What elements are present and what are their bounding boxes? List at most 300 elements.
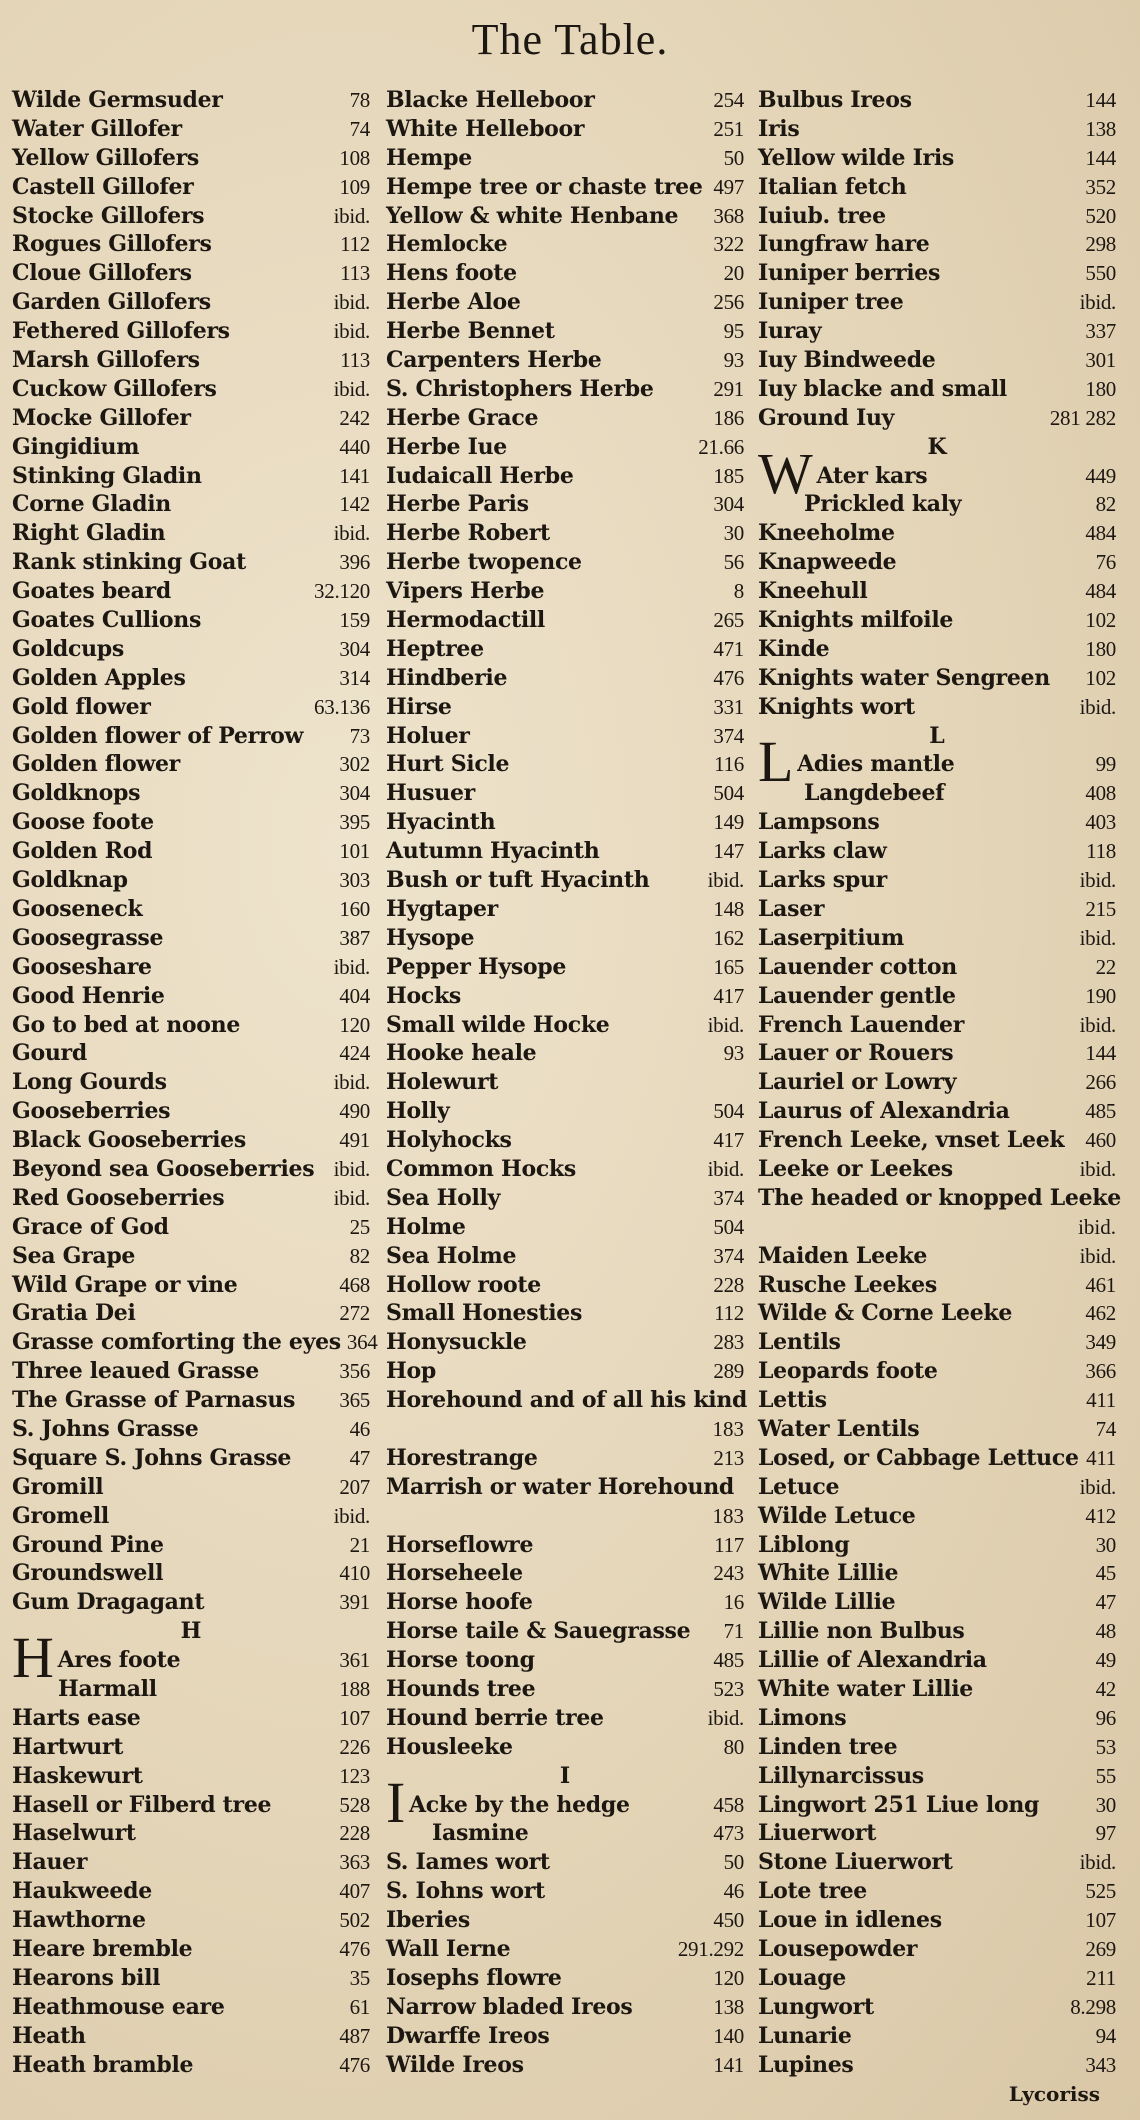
entry-page: 120 bbox=[713, 1965, 744, 1990]
entry-name: Lillie of Alexandria bbox=[758, 1647, 987, 1674]
entry-page: 476 bbox=[713, 665, 744, 690]
entry-page: 120 bbox=[339, 1012, 370, 1037]
index-column-3 bbox=[758, 86, 1121, 2079]
entry-page: 476 bbox=[339, 1937, 370, 1961]
index-entry bbox=[758, 1242, 1116, 1271]
entry-name: Haselwurt bbox=[12, 1820, 136, 1847]
entry-page: 322 bbox=[713, 232, 744, 257]
entry-page: 25 bbox=[349, 1214, 370, 1239]
entry-page: 148 bbox=[713, 896, 744, 921]
index-entry bbox=[386, 779, 744, 808]
entry-name: Three leaued Grasse bbox=[12, 1358, 259, 1385]
entry-name: Knights milfoile bbox=[758, 607, 954, 634]
index-entry bbox=[386, 1848, 744, 1877]
entry-name: Iudaicall Herbe bbox=[386, 462, 574, 489]
entry-name: Goldknap bbox=[12, 867, 128, 894]
entry-page: 211 bbox=[1086, 1965, 1116, 1990]
entry-page: 142 bbox=[339, 492, 370, 517]
entry-page: 525 bbox=[1085, 1879, 1116, 1904]
index-entry bbox=[386, 404, 744, 433]
entry-page: 304 bbox=[339, 781, 370, 806]
entry-name: Cloue Gillofers bbox=[12, 260, 192, 287]
entry-name: Golden flower of Perrow bbox=[12, 722, 304, 749]
entry-page: 45 bbox=[1095, 1561, 1116, 1586]
entry-name: White Lillie bbox=[758, 1560, 899, 1587]
entry-name: Hartwurt bbox=[12, 1733, 124, 1760]
entry-name: Square S. Johns Grasse bbox=[12, 1444, 292, 1471]
entry-page: 46 bbox=[349, 1416, 370, 1441]
section-letter: H bbox=[180, 1618, 202, 1645]
entry-page: 349 bbox=[1085, 1330, 1116, 1355]
entry-name: Goates Cullions bbox=[12, 607, 202, 634]
entry-name: Yellow wilde Iris bbox=[758, 144, 954, 171]
index-entry bbox=[386, 1213, 744, 1242]
entry-name: Hop bbox=[386, 1358, 436, 1385]
index-entry bbox=[386, 895, 744, 924]
index-entry bbox=[758, 1906, 1116, 1935]
entry-name: Hocks bbox=[386, 982, 461, 1009]
index-entry bbox=[386, 750, 744, 779]
entry-name: Hempe tree or chaste tree bbox=[386, 173, 703, 200]
entry-page: 366 bbox=[1085, 1359, 1116, 1384]
entry-page: ibid. bbox=[1079, 925, 1116, 950]
entry-page: 30 bbox=[1095, 1532, 1116, 1557]
entry-page: 368 bbox=[713, 203, 744, 228]
index-entry bbox=[386, 548, 744, 577]
entry-name: Knights water Sengreen bbox=[758, 664, 1050, 691]
entry-page: 242 bbox=[339, 405, 370, 430]
index-entry bbox=[12, 779, 370, 808]
index-entry bbox=[12, 1097, 370, 1126]
entry-page: 417 bbox=[713, 983, 744, 1008]
entry-name: Grace of God bbox=[12, 1213, 169, 1240]
entry-page: 302 bbox=[339, 752, 370, 777]
entry-name: Leopards foote bbox=[758, 1358, 938, 1385]
entry-page: 109 bbox=[339, 174, 370, 199]
entry-name: Hempe bbox=[386, 144, 472, 171]
entry-name: Stone Liuerwort bbox=[758, 1849, 953, 1876]
index-entry bbox=[758, 1473, 1116, 1502]
index-entry bbox=[12, 1791, 370, 1820]
entry-page: 144 bbox=[1085, 88, 1116, 112]
entry-page: 269 bbox=[1085, 1937, 1116, 1961]
entry-name: Wilde Letuce bbox=[758, 1502, 916, 1529]
index-entry bbox=[386, 1935, 744, 1964]
entry-page: 185 bbox=[713, 463, 744, 488]
index-entry bbox=[12, 519, 370, 548]
index-entry bbox=[386, 346, 744, 375]
entry-name: Langdebeef bbox=[804, 780, 945, 807]
entry-page: 50 bbox=[723, 145, 744, 170]
entry-name: Lettis bbox=[758, 1387, 827, 1414]
entry-name: Good Henrie bbox=[12, 982, 165, 1009]
index-entry bbox=[758, 1039, 1116, 1068]
entry-name: Heathmouse eare bbox=[12, 1993, 225, 2020]
entry-page: ibid. bbox=[707, 1012, 744, 1037]
entry-name: Iberies bbox=[386, 1907, 470, 1934]
entry-page: ibid. bbox=[1079, 1243, 1116, 1268]
entry-name: Iungfraw hare bbox=[758, 231, 930, 258]
entry-name: Knights wort bbox=[758, 693, 915, 720]
index-column-2 bbox=[386, 86, 748, 2079]
entry-page: 82 bbox=[1095, 492, 1116, 517]
index-entry bbox=[758, 1126, 1116, 1155]
entry-page: 523 bbox=[713, 1676, 744, 1701]
index-entry bbox=[12, 462, 370, 491]
entry-page: ibid. bbox=[333, 954, 370, 979]
entry-page: 404 bbox=[339, 983, 370, 1008]
entry-page: 476 bbox=[339, 2052, 370, 2077]
entry-page: 141 bbox=[713, 2052, 744, 2077]
entry-name: Letuce bbox=[758, 1473, 840, 1500]
entry-name: Hounds tree bbox=[386, 1675, 536, 1702]
entry-page: ibid. bbox=[1079, 868, 1116, 893]
entry-page: 337 bbox=[1085, 319, 1116, 344]
index-entry bbox=[386, 606, 744, 635]
entry-name: Italian fetch bbox=[758, 173, 907, 200]
entry-name: H Ares foote bbox=[12, 1625, 181, 1691]
entry-page: 49 bbox=[1095, 1648, 1116, 1673]
entry-name: Hooke heale bbox=[386, 1040, 537, 1067]
entry-page: 352 bbox=[1085, 174, 1116, 199]
index-entry bbox=[758, 259, 1116, 288]
entry-name: Losed, or Cabbage Lettuce bbox=[758, 1444, 1079, 1471]
index-entry bbox=[12, 1155, 370, 1184]
entry-name: Wilde Ireos bbox=[386, 2051, 524, 2078]
entry-page: 410 bbox=[339, 1561, 370, 1586]
entry-page: 374 bbox=[713, 1185, 744, 1210]
entry-name: Blacke Helleboor bbox=[386, 87, 595, 113]
entry-name: Holyhocks bbox=[386, 1127, 512, 1154]
entry-name: Sea Holme bbox=[386, 1242, 517, 1269]
index-entry bbox=[386, 1675, 744, 1704]
index-entry bbox=[386, 635, 744, 664]
index-entry bbox=[12, 115, 370, 144]
entry-name: Rusche Leekes bbox=[758, 1271, 937, 1298]
entry-name: Lillie non Bulbus bbox=[758, 1618, 965, 1645]
index-entry bbox=[12, 1704, 370, 1733]
entry-page: 141 bbox=[339, 463, 370, 488]
entry-page: 73 bbox=[349, 723, 370, 748]
entry-page: 387 bbox=[339, 925, 370, 950]
index-entry bbox=[12, 1935, 370, 1964]
index-entry bbox=[386, 1444, 744, 1473]
entry-page: ibid. bbox=[333, 1156, 370, 1181]
entry-name: Horestrange bbox=[386, 1444, 538, 1471]
entry-page: 485 bbox=[1085, 1099, 1116, 1124]
index-entry bbox=[386, 1704, 744, 1733]
entry-name: Holewurt bbox=[386, 1069, 499, 1096]
entry-name: Lentils bbox=[758, 1329, 841, 1356]
entry-page: 48 bbox=[1095, 1619, 1116, 1644]
entry-name: Liblong bbox=[758, 1531, 850, 1558]
index-entry bbox=[386, 1271, 744, 1300]
index-entry bbox=[386, 808, 744, 837]
entry-name: Go to bed at noone bbox=[12, 1011, 241, 1038]
entry-name: Hermodactill bbox=[386, 607, 545, 634]
entry-name: Haukweede bbox=[12, 1878, 152, 1905]
entry-name: Wilde & Corne Leeke bbox=[758, 1300, 1013, 1327]
index-entry bbox=[758, 173, 1116, 202]
index-entry bbox=[758, 1011, 1116, 1040]
index-entry bbox=[386, 202, 744, 231]
index-entry bbox=[758, 1531, 1116, 1560]
entry-page: 412 bbox=[1085, 1503, 1116, 1528]
index-entry bbox=[386, 1617, 744, 1646]
entry-name: Gum Dragagant bbox=[12, 1589, 205, 1616]
index-entry bbox=[386, 982, 744, 1011]
entry-page: 504 bbox=[713, 1099, 744, 1124]
entry-name: Horseheele bbox=[386, 1560, 523, 1587]
index-entry bbox=[758, 230, 1116, 259]
index-entry bbox=[12, 1502, 370, 1531]
entry-page: 113 bbox=[340, 348, 370, 373]
entry-page: 256 bbox=[713, 290, 744, 315]
entry-page: 424 bbox=[339, 1041, 370, 1066]
entry-name: Heath bbox=[12, 2022, 86, 2049]
entry-name: Iuy Bindweede bbox=[758, 347, 936, 374]
entry-name: Narrow bladed Ireos bbox=[386, 1993, 633, 2020]
entry-page: ibid. bbox=[707, 1156, 744, 1181]
index-entry bbox=[758, 2022, 1116, 2051]
entry-page: 363 bbox=[339, 1850, 370, 1875]
entry-name: Rank stinking Goat bbox=[12, 549, 246, 576]
entry-name: Herbe Paris bbox=[386, 491, 529, 518]
entry-name: Haskewurt bbox=[12, 1762, 143, 1789]
entry-name: The Grasse of Parnasus bbox=[12, 1387, 296, 1414]
entry-name: Holuer bbox=[386, 722, 470, 749]
entry-name: Mocke Gillofer bbox=[12, 404, 191, 431]
entry-page: 20 bbox=[723, 261, 744, 286]
index-entry bbox=[758, 577, 1116, 606]
entry-name: Hens foote bbox=[386, 260, 517, 287]
entry-page: 504 bbox=[713, 781, 744, 806]
index-entry bbox=[386, 1531, 744, 1560]
entry-name: Hollow roote bbox=[386, 1271, 541, 1298]
entry-page: 22 bbox=[1095, 954, 1116, 979]
entry-page: 343 bbox=[1085, 2052, 1116, 2077]
index-entry bbox=[386, 953, 744, 982]
entry-name: Leeke or Leekes bbox=[758, 1155, 953, 1182]
entry-page: 16 bbox=[723, 1590, 744, 1615]
index-entry bbox=[758, 924, 1116, 953]
index-entry bbox=[12, 750, 370, 779]
index-entry bbox=[758, 1762, 1116, 1791]
entry-name: Heath bramble bbox=[12, 2051, 194, 2078]
entry-name: Husuer bbox=[386, 780, 475, 807]
entry-page: 356 bbox=[339, 1359, 370, 1384]
entry-name: Lauer or Rouers bbox=[758, 1040, 954, 1067]
entry-name: Golden flower bbox=[12, 751, 180, 778]
index-entry bbox=[12, 1068, 370, 1097]
index-entry bbox=[12, 375, 370, 404]
entry-page: 411 bbox=[1086, 1388, 1116, 1413]
index-entry bbox=[386, 144, 744, 173]
index-entry bbox=[12, 1559, 370, 1588]
entry-page: 487 bbox=[339, 2023, 370, 2048]
entry-name: Laurus of Alexandria bbox=[758, 1098, 1010, 1125]
entry-page: 186 bbox=[713, 405, 744, 430]
entry-name: Ground Iuy bbox=[758, 404, 895, 431]
entry-page: 303 bbox=[339, 868, 370, 893]
index-entry bbox=[758, 1502, 1116, 1531]
index-entry bbox=[12, 2051, 370, 2080]
entry-name: L Adies mantle bbox=[758, 729, 955, 795]
entry-name: Hysope bbox=[386, 924, 475, 951]
entry-page: 144 bbox=[1085, 1041, 1116, 1066]
entry-name: Honysuckle bbox=[386, 1329, 527, 1356]
index-entry bbox=[12, 346, 370, 375]
entry-page: 283 bbox=[713, 1330, 744, 1355]
entry-page: 74 bbox=[349, 116, 370, 141]
entry-name: I Acke by the hedge bbox=[386, 1769, 630, 1835]
entry-name: Right Gladin bbox=[12, 520, 166, 547]
index-entry bbox=[12, 86, 370, 115]
entry-page: 56 bbox=[723, 550, 744, 575]
entry-name: Bush or tuft Hyacinth bbox=[386, 867, 650, 894]
index-entry bbox=[758, 664, 1116, 693]
entry-name: Golden Apples bbox=[12, 664, 186, 691]
entry-name: Holme bbox=[386, 1213, 466, 1240]
index-entry bbox=[758, 1819, 1116, 1848]
entry-name: Water Gillofer bbox=[12, 115, 182, 142]
entry-page: 462 bbox=[1085, 1301, 1116, 1326]
index-entry bbox=[386, 2022, 744, 2051]
entry-name: Herbe twopence bbox=[386, 549, 582, 576]
index-entry bbox=[12, 866, 370, 895]
index-entry bbox=[386, 1877, 744, 1906]
index-entry bbox=[758, 115, 1116, 144]
index-entry bbox=[758, 317, 1116, 346]
index-entry bbox=[386, 577, 744, 606]
entry-name: Horse hoofe bbox=[386, 1589, 533, 1616]
index-entry bbox=[12, 577, 370, 606]
entry-page: 395 bbox=[339, 810, 370, 835]
index-entry bbox=[758, 1155, 1116, 1184]
entry-page: ibid. bbox=[333, 203, 370, 228]
index-entry bbox=[12, 433, 370, 462]
entry-page: 140 bbox=[713, 2023, 744, 2048]
index-entry bbox=[758, 1646, 1116, 1675]
index-entry bbox=[386, 433, 744, 462]
entry-page: 76 bbox=[1095, 550, 1116, 575]
index-entry bbox=[12, 1242, 370, 1271]
index-entry bbox=[758, 1444, 1116, 1473]
entry-page: 160 bbox=[339, 896, 370, 921]
entry-page: 117 bbox=[714, 1532, 744, 1557]
index-entry bbox=[12, 1964, 370, 1993]
entry-name: Golden Rod bbox=[12, 838, 153, 865]
index-entry bbox=[12, 1415, 370, 1444]
entry-page: ibid. bbox=[333, 319, 370, 344]
entry-page: 449 bbox=[1085, 463, 1116, 488]
entry-page: 108 bbox=[339, 145, 370, 170]
entry-page: 71 bbox=[723, 1619, 744, 1644]
index-entry bbox=[386, 1964, 744, 1993]
index-entry bbox=[758, 953, 1116, 982]
entry-page: 314 bbox=[339, 665, 370, 690]
entry-page: 107 bbox=[339, 1705, 370, 1730]
entry-name: Lauriel or Lowry bbox=[758, 1069, 957, 1096]
entry-page: 450 bbox=[713, 1908, 744, 1933]
catchword: Lycoriss bbox=[1008, 2082, 1100, 2106]
entry-page: ibid. bbox=[333, 376, 370, 401]
index-entry bbox=[386, 1126, 744, 1155]
entry-name: Iuniper berries bbox=[758, 260, 941, 287]
entry-name: Hurt Sicle bbox=[386, 751, 510, 778]
entry-name: Gingidium bbox=[12, 433, 140, 460]
entry-name: Iasmine bbox=[432, 1820, 529, 1847]
index-entry bbox=[758, 1386, 1116, 1415]
index-entry bbox=[386, 230, 744, 259]
entry-name: Carpenters Herbe bbox=[386, 347, 602, 374]
index-entry bbox=[758, 866, 1116, 895]
entry-page: 458 bbox=[713, 1792, 744, 1817]
entry-page: 502 bbox=[339, 1908, 370, 1933]
entry-page: 473 bbox=[713, 1821, 744, 1846]
entry-name: Liuerwort bbox=[758, 1820, 877, 1847]
entry-name: Wild Grape or vine bbox=[12, 1271, 238, 1298]
index-entry bbox=[12, 1733, 370, 1762]
entry-name: Linden tree bbox=[758, 1733, 898, 1760]
entry-name: Gromill bbox=[12, 1473, 104, 1500]
index-entry bbox=[12, 924, 370, 953]
index-entry bbox=[386, 693, 744, 722]
index-entry bbox=[386, 1328, 744, 1357]
entry-name: Hindberie bbox=[386, 664, 508, 691]
entry-name: Marrish or water Horehound bbox=[386, 1473, 735, 1500]
entry-page: ibid. bbox=[1079, 1012, 1116, 1037]
entry-page: 491 bbox=[339, 1128, 370, 1153]
entry-name: Small wilde Hocke bbox=[386, 1011, 610, 1038]
entry-name: Fethered Gillofers bbox=[12, 318, 230, 345]
entry-page: 281 282 bbox=[1049, 405, 1116, 430]
entry-name: Iosephs flowre bbox=[386, 1964, 562, 1991]
entry-page: 207 bbox=[339, 1474, 370, 1499]
entry-name: Sea Grape bbox=[12, 1242, 136, 1269]
entry-page: 417 bbox=[713, 1128, 744, 1153]
index-entry bbox=[758, 1848, 1116, 1877]
entry-name: Knapweede bbox=[758, 549, 897, 576]
entry-name: Wilde Germsuder bbox=[12, 87, 223, 113]
entry-name: Goose foote bbox=[12, 809, 154, 836]
index-entry bbox=[12, 202, 370, 231]
entry-page: 138 bbox=[713, 1994, 744, 2019]
index-entry bbox=[386, 1906, 744, 1935]
index-entry bbox=[386, 1011, 744, 1040]
entry-name: Wall Ierne bbox=[386, 1936, 511, 1962]
index-entry bbox=[386, 115, 744, 144]
index-entry bbox=[12, 982, 370, 1011]
entry-name: S. Johns Grasse bbox=[12, 1415, 199, 1442]
entry-page-continued: 183 bbox=[712, 1416, 744, 1441]
index-entry bbox=[758, 808, 1116, 837]
entry-page: 46 bbox=[723, 1879, 744, 1904]
entry-page: 254 bbox=[713, 88, 744, 112]
entry-name: Heare bremble bbox=[12, 1936, 193, 1962]
entry-page: 82 bbox=[349, 1243, 370, 1268]
entry-page: 265 bbox=[713, 608, 744, 633]
entry-page: 471 bbox=[713, 636, 744, 661]
entry-page: 391 bbox=[339, 1590, 370, 1615]
index-entry bbox=[386, 173, 744, 202]
entry-name: Sea Holly bbox=[386, 1184, 501, 1211]
entry-name: Red Gooseberries bbox=[12, 1184, 225, 1211]
index-entry bbox=[758, 375, 1116, 404]
entry-page: 213 bbox=[713, 1445, 744, 1470]
entry-name: Kneeholme bbox=[758, 520, 895, 547]
entry-name: White Helleboor bbox=[386, 115, 585, 142]
